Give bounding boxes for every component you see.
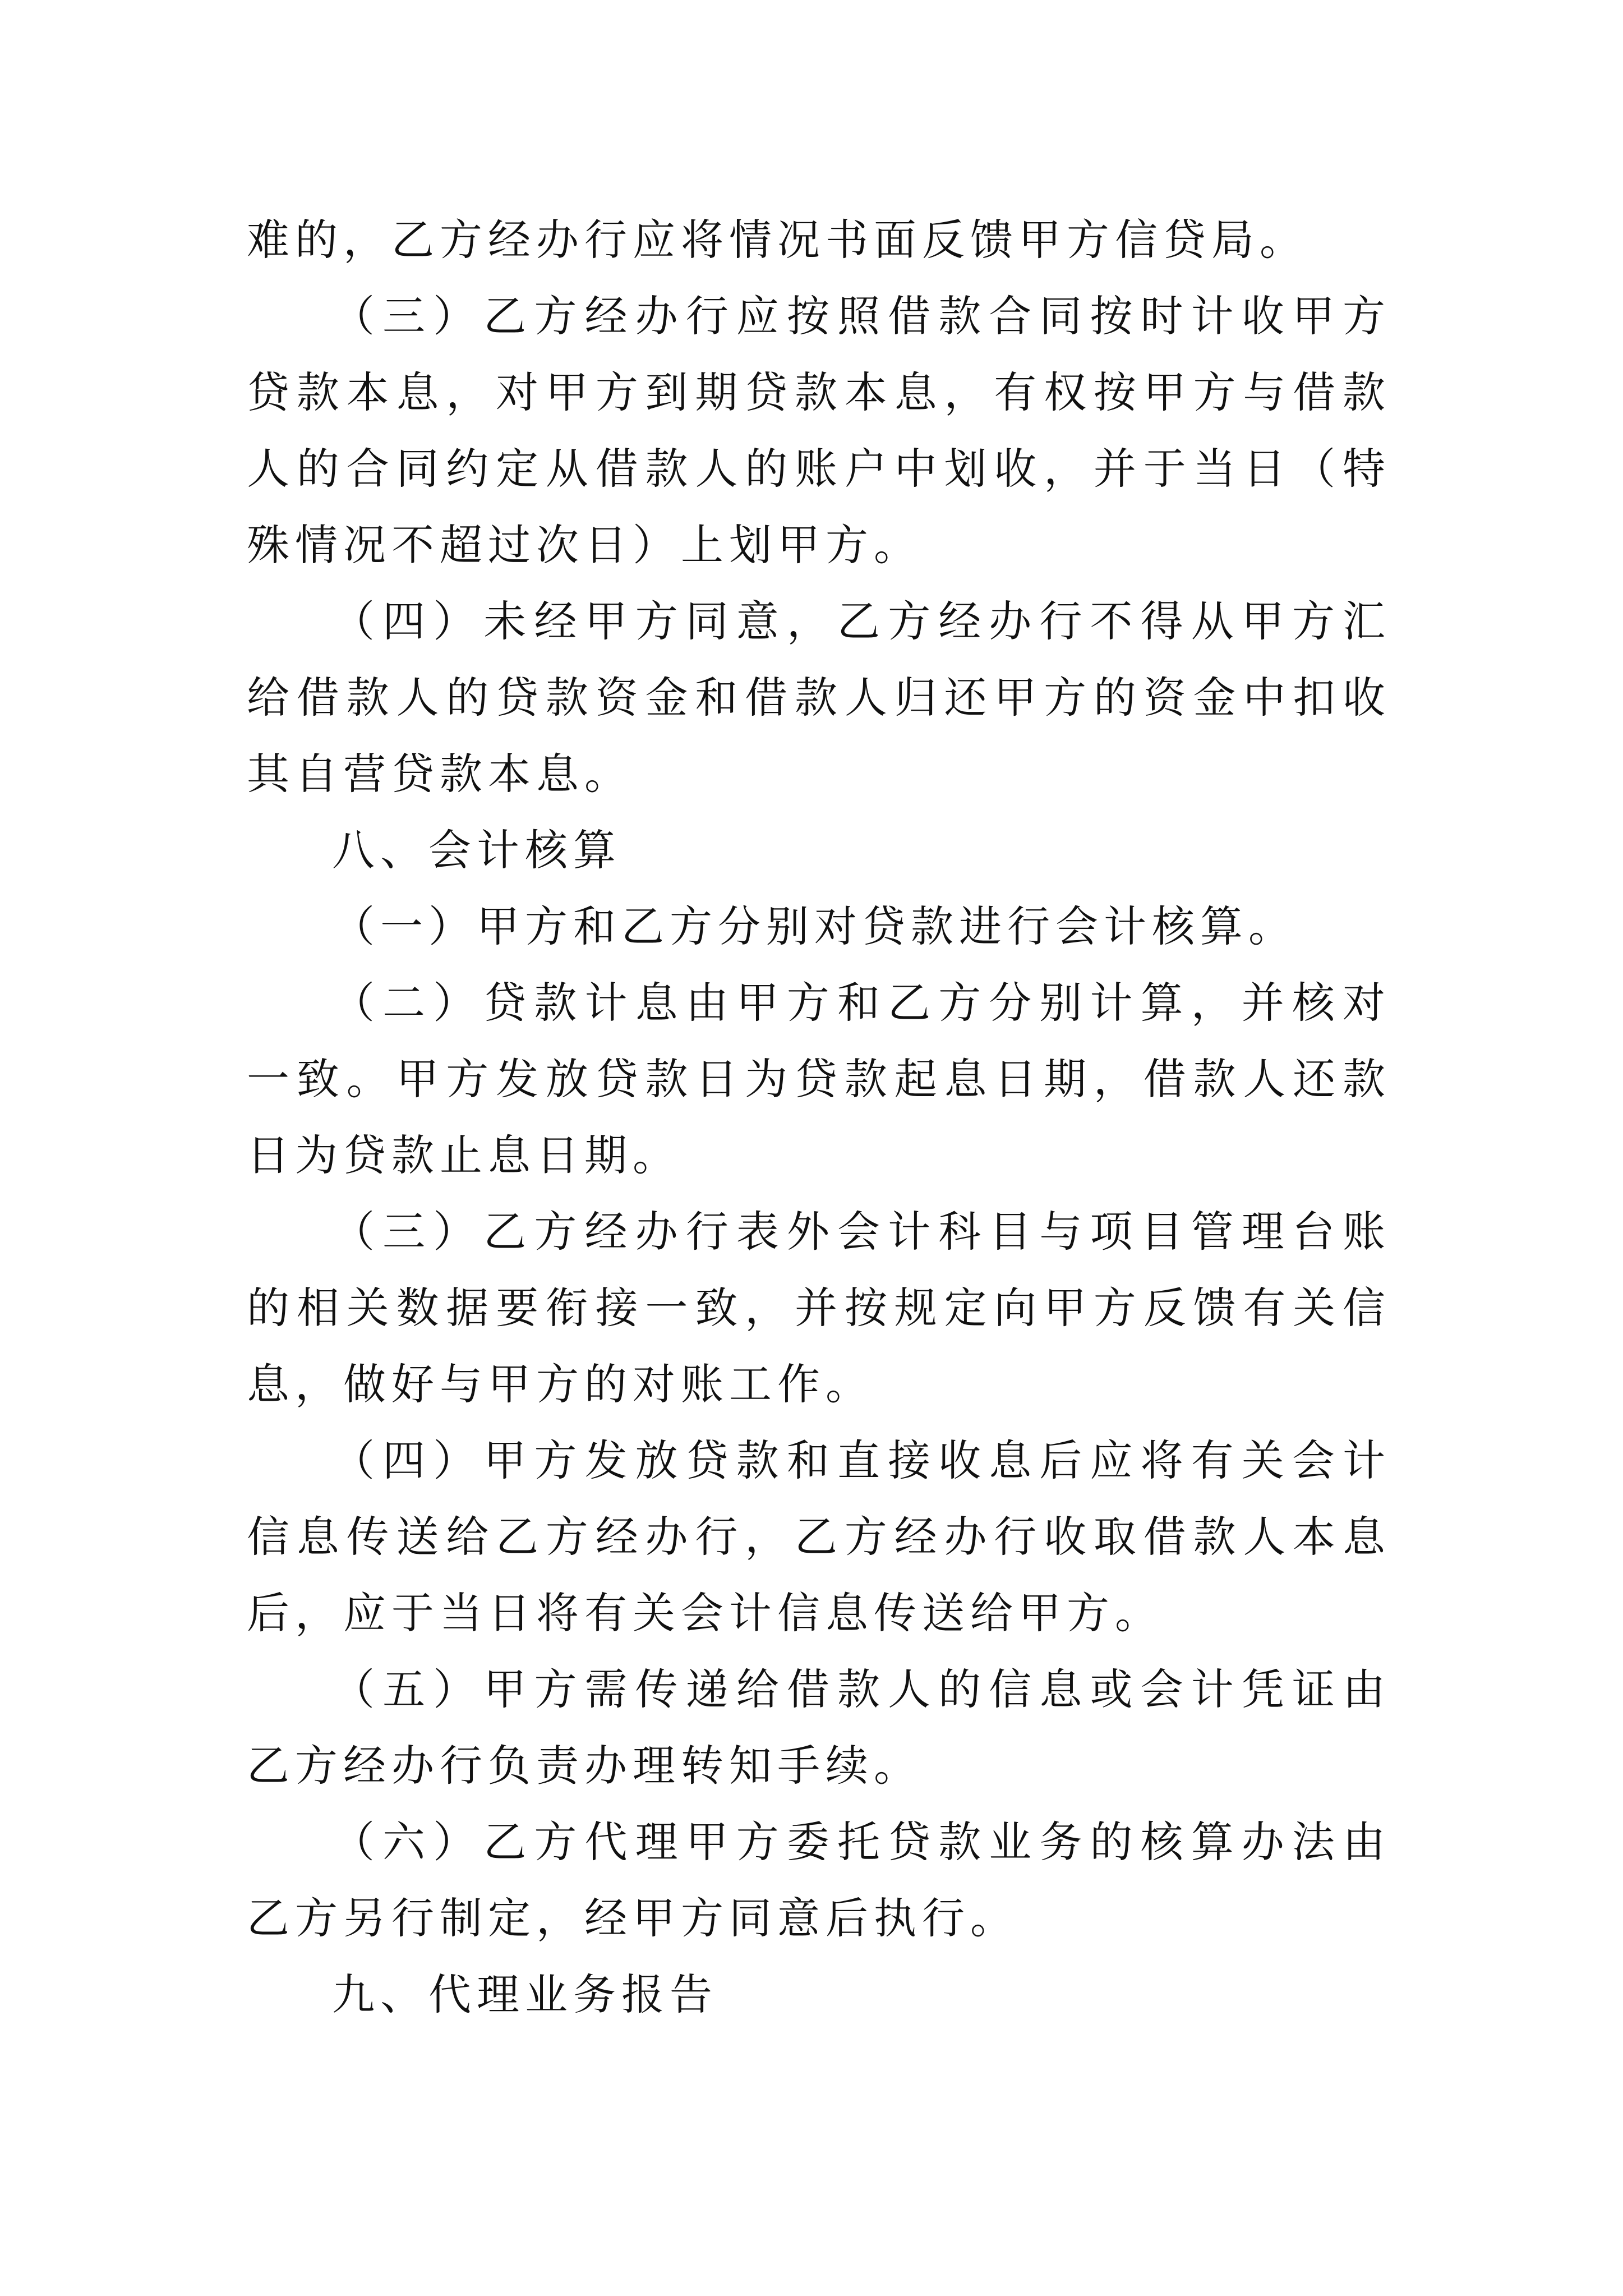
- section-heading-8: 八、会计核算: [332, 825, 621, 875]
- section-heading-9: 九、代理业务报告: [332, 1970, 718, 2019]
- paragraph-item-1: （一）甲方和乙方分别对贷款进行会计核算。: [332, 901, 1297, 951]
- paragraph-item-2: （二）贷款计息由甲方和乙方分别计算，并核对一致。甲方发放贷款日为贷款起息日期，借款人还款日为贷款止息日期。: [247, 978, 1391, 1180]
- paragraph-continuation: 难的，乙方经办行应将情况书面反馈甲方信贷局。: [247, 215, 1308, 265]
- paragraph-item-4b: （四）甲方发放贷款和直接收息后应将有关会计信息传送给乙方经办行，乙方经办行收取借款人本息后，应于当日将有关会计信息传送给甲方。: [247, 1435, 1391, 1638]
- paragraph-item-3: （三）乙方经办行应按照借款合同按时计收甲方贷款本息，对甲方到期贷款本息，有权按甲方与借款人的合同约定从借款人的账户中划收，并于当日（特殊情况不超过次日）上划甲方。: [247, 291, 1391, 570]
- paragraph-item-3b: （三）乙方经办行表外会计科目与项目管理台账的相关数据要衔接一致，并按规定向甲方反馈有关信息，做好与甲方的对账工作。: [247, 1207, 1391, 1409]
- document-body: [247, 202, 1391, 2033]
- paragraph-item-4: （四）未经甲方同意，乙方经办行不得从甲方汇给借款人的贷款资金和借款人归还甲方的资金中扣收其自营贷款本息。: [247, 596, 1391, 799]
- paragraph-item-5: （五）甲方需传递给借款人的信息或会计凭证由乙方经办行负责办理转知手续。: [247, 1664, 1391, 1791]
- paragraph-item-6: （六）乙方代理甲方委托贷款业务的核算办法由乙方另行制定，经甲方同意后执行。: [247, 1817, 1391, 1943]
